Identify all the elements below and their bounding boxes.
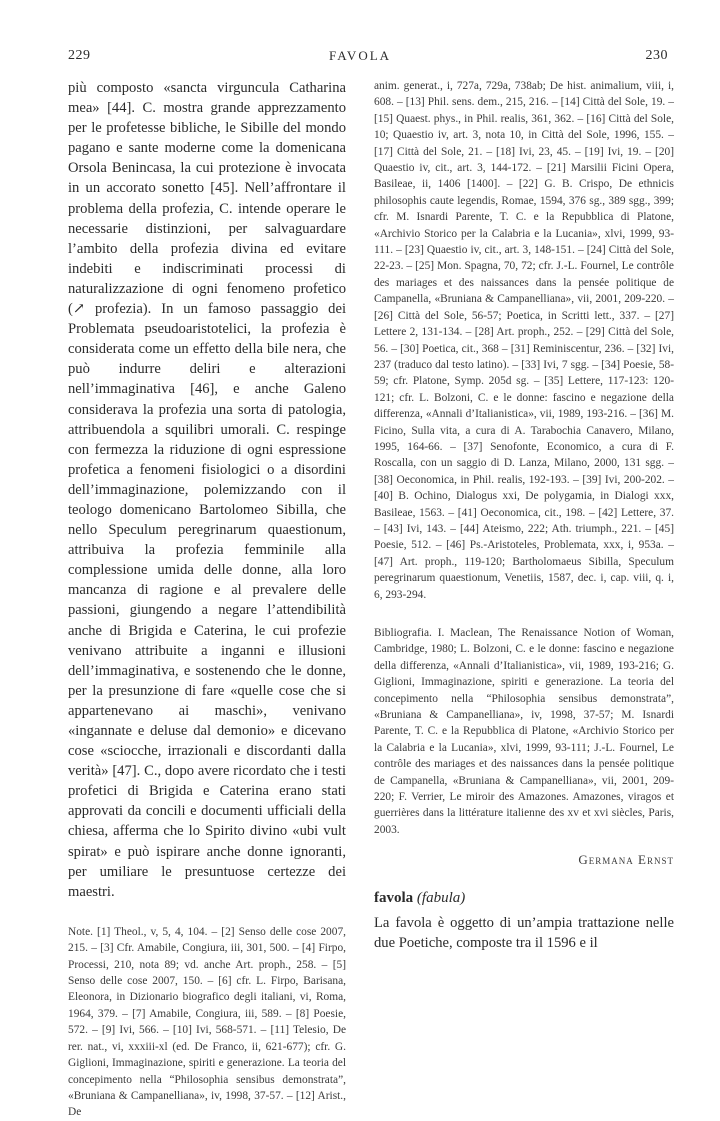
notes-left: Note. [1] Theol., v, 5, 4, 104. – [2] Senso delle cose 2007, 215. – [3] Cfr. Amabile, Congiura, iii, 301, 500. – [4] Firpo, Processi, 210, nota 89; vd. anche Art. proph., 258. – [5] Senso delle cose 2007, 150. – [6] cfr. L. Firpo, Barisana, Eleonora, in Dizionario biografico degli italiani, vi, Roma, 1964, 379. – [7] Amabile, Congiura, iii, 589. – [8] Poesie, 572. – [9] Ivi, 566. – [10] Ivi, 568-571. – [11] Telesio, De rer. nat., vi, xxxiii-xl (ed. De Franco, ii, 621-677); cfr. G. Giglioni, Immaginazione, spiriti e generazione. La teoria del concepimento nella “Philosophia sensibus demonstrata”, «Bruniana & Campanelliana», iv, 1998, 37-57. – [12] Arist., De xyxy=(68,925,346,1119)
running-head: FAVOLA xyxy=(328,48,392,63)
entry-body-text: La favola è oggetto di un’ampia trattazione nelle due Poetiche, composte tra il 1596 e il xyxy=(374,915,674,952)
right-column xyxy=(374,78,674,953)
main-body-text: più composto «sancta virguncula Catharina mea» [44]. C. mostra grande apprezzamento per le profetesse bibliche, le Sibille del mondo pagano e sante moderne come la domenicana Orsola Benincasa, la cui protezione è invocata in un accorato sonetto [45]. Nell’affrontare il problema della profezia, C. intende operare le necessarie distinzioni, per salvaguardare l’ambito della profezia divina ed evitare indebiti e indiscriminati processi di naturalizzazione di ogni fenomeno profetico (↗ profezia). In un famoso passaggio dei Problemata pseudoaristotelici, la profezia è considerata come un effetto della bile nera, che può indurre deliri e alterazioni nell’immaginativa [46], e anche Galeno considerava la profezia una sorta di patologia, attribuendola a squilibri umorali. C. respinge con fermezza la riduzione di ogni espressione profetica a fenomeni fisiologici o a disordini dell’immaginazione, polemizzando con il teologo domenicano Bartolomeo Sibilla, che nello Speculum peregrinarum quaestionum, attribuiva la profezia femminile alla complessione umida delle donne, alla loro mancanza di ragione e al prevalere delle passioni, giungendo a negare l’attendibilità anche di Brigida e Caterina, le cui profezie venivano attribuite a inganni e illusioni dell’immaginativa, e sostenendo che le donne, per la presunzione di fare «quelle cose che si appartenevano ai maschi», venivano «ingannate e deluse dal demonio» e dicevano cose «sciocche, irrazionali e discordanti dalla verità» [47]. C., dopo avere ricordato che i testi profetici di Brigida e Caterina erano stati approvati da concili e documenti ufficiali della chiesa, afferma che lo Spirito divino «ubi vult spirat» e può ispirare anche donne ignoranti, per umiliare le presuntuose certezze dei maestri. xyxy=(68,80,346,900)
notes-right: anim. generat., i, 727a, 729a, 738ab; De hist. animalium, viii, i, 608. – [13] Phil. sens. dem., 215, 216. – [14] Città del Sole, 19. – [15] Quaest. phys., in Phil. realis, 361, 362. – [16] Città del Sole, 10; Quaestio iv, art. 3, nota 10, in Città del Sole, 1996, 155. – [17] Città del Sole, 21. – [18] Ivi, 23, 45. – [19] Ivi, 19. – [20] Quaestio iv, cit., art. 3, 144-172. – [21] Marsilii Ficini Opera, Basileae, ii, 1406 [1400]. – [22] G. B. Crispo, De ethnicis philosophis caute legendis, Romae, 1594, 376 sg., 389 sgg., 399; cfr. M. Isnardi Parente, T. C. e la Repubblica di Platone, «Archivio Storico per la Calabria e la Lucania», xlvi, 1999, 93-111. – [23] Quaestio iv, cit., art. 3, 148-151. – [24] Città del Sole, 22-23. – [25] Mon. Spagna, 70, 72; cfr. J.-L. Fournel, Le contrôle des mariages et des naissances dans la pensée politique de Campanella, «Bruniana & Campanelliana», vii, 2001, 209-220. – [26] Città del Sole, 56-57; Poetica, in Scritti lett., 337. – [27] Lettere 2, 131-134. – [28] Art. proph., 252. – [29] Città del Sole, 56. – [30] Poetica, cit., 368 – [31] Reminiscentur, 236. – [32] Ivi, 237 (traduco dal testo latino). – [33] Ivi, 7 sgg. – [34] Poesie, 58-59; cfr. Platone, Symp. 205d sg. – [35] Lettere, 117-123: 120-121; cfr. L. Bolzoni, C. e le donne: fascino e negazione della differenza, «Annali d’Italianistica», vii, 1989, 193-216. – [36] M. Ficino, Sulla vita, a cura di A. Tarabochia Canavero, Milano, 1995, 164-66. – [37] Senofonte, Economico, a cura di F. Roscalla, con un saggio di D. Lanza, Milano, 2000, 131 sgg. – [38] Oeconomica, in Phil. realis, 192-193. – [39] Ivi, 200-202. – [40] B. Ochino, Dialogus xxi, De polygamia, in Dialogi xxx, Basileae, 1563. – [41] Oeconomica, cit., 198. – [42] Lettere, 37. – [43] Ivi, 143. – [44] Ateismo, 222; Ath. triumph., 221. – [45] Poesie, 512. – [46] Ps.-Aristoteles, Problemata, xxx, i, 953a. – [47] Art. proph., 119-120; Bartholomaeus Sibilla, Speculum peregrinarum quaestionum, Venetiis, 1587, dec. i, cap. viii, q. i, 6, 293-294. xyxy=(374,80,674,601)
entry-headword: favola xyxy=(374,890,414,907)
entry-heading xyxy=(374,890,674,907)
page-number-right: 230 xyxy=(645,48,668,63)
entry-latin: (fabula) xyxy=(416,890,466,907)
left-column xyxy=(68,78,346,1121)
bibliography: Bibliografia. I. Maclean, The Renaissance Notion of Woman, Cambridge, 1980; L. Bolzoni, C. e le donne: fascino e negazione della differenza, «Annali d’Italianistica», vii, 1989, 193-216; G. Giglioni, Immaginazione, spiriti e generazione. La teoria del concepimento nella “Philosophia sensibus demonstrata”, «Bruniana & Campanelliana», iv, 1998, 37-57; M. Isnardi Parente, T. C. e la Repubblica di Platone, «Archivio Storico per la Calabria e la Lucania», xlvi, 1999, 93-111; J.-L. Fournel, Le contrôle des mariages et des naissances dans la pensée politique de Campanella, «Bruniana & Campanelliana», vii, 2001, 209-220; F. Verrier, Le miroir des Amazones. Amazones, viragos et guerrières dans la littérature italienne des xv et xvi siècles, Paris, 2003. xyxy=(374,627,674,836)
author-signature: Germana Ernst xyxy=(578,852,674,868)
page-number-left: 229 xyxy=(68,48,91,63)
